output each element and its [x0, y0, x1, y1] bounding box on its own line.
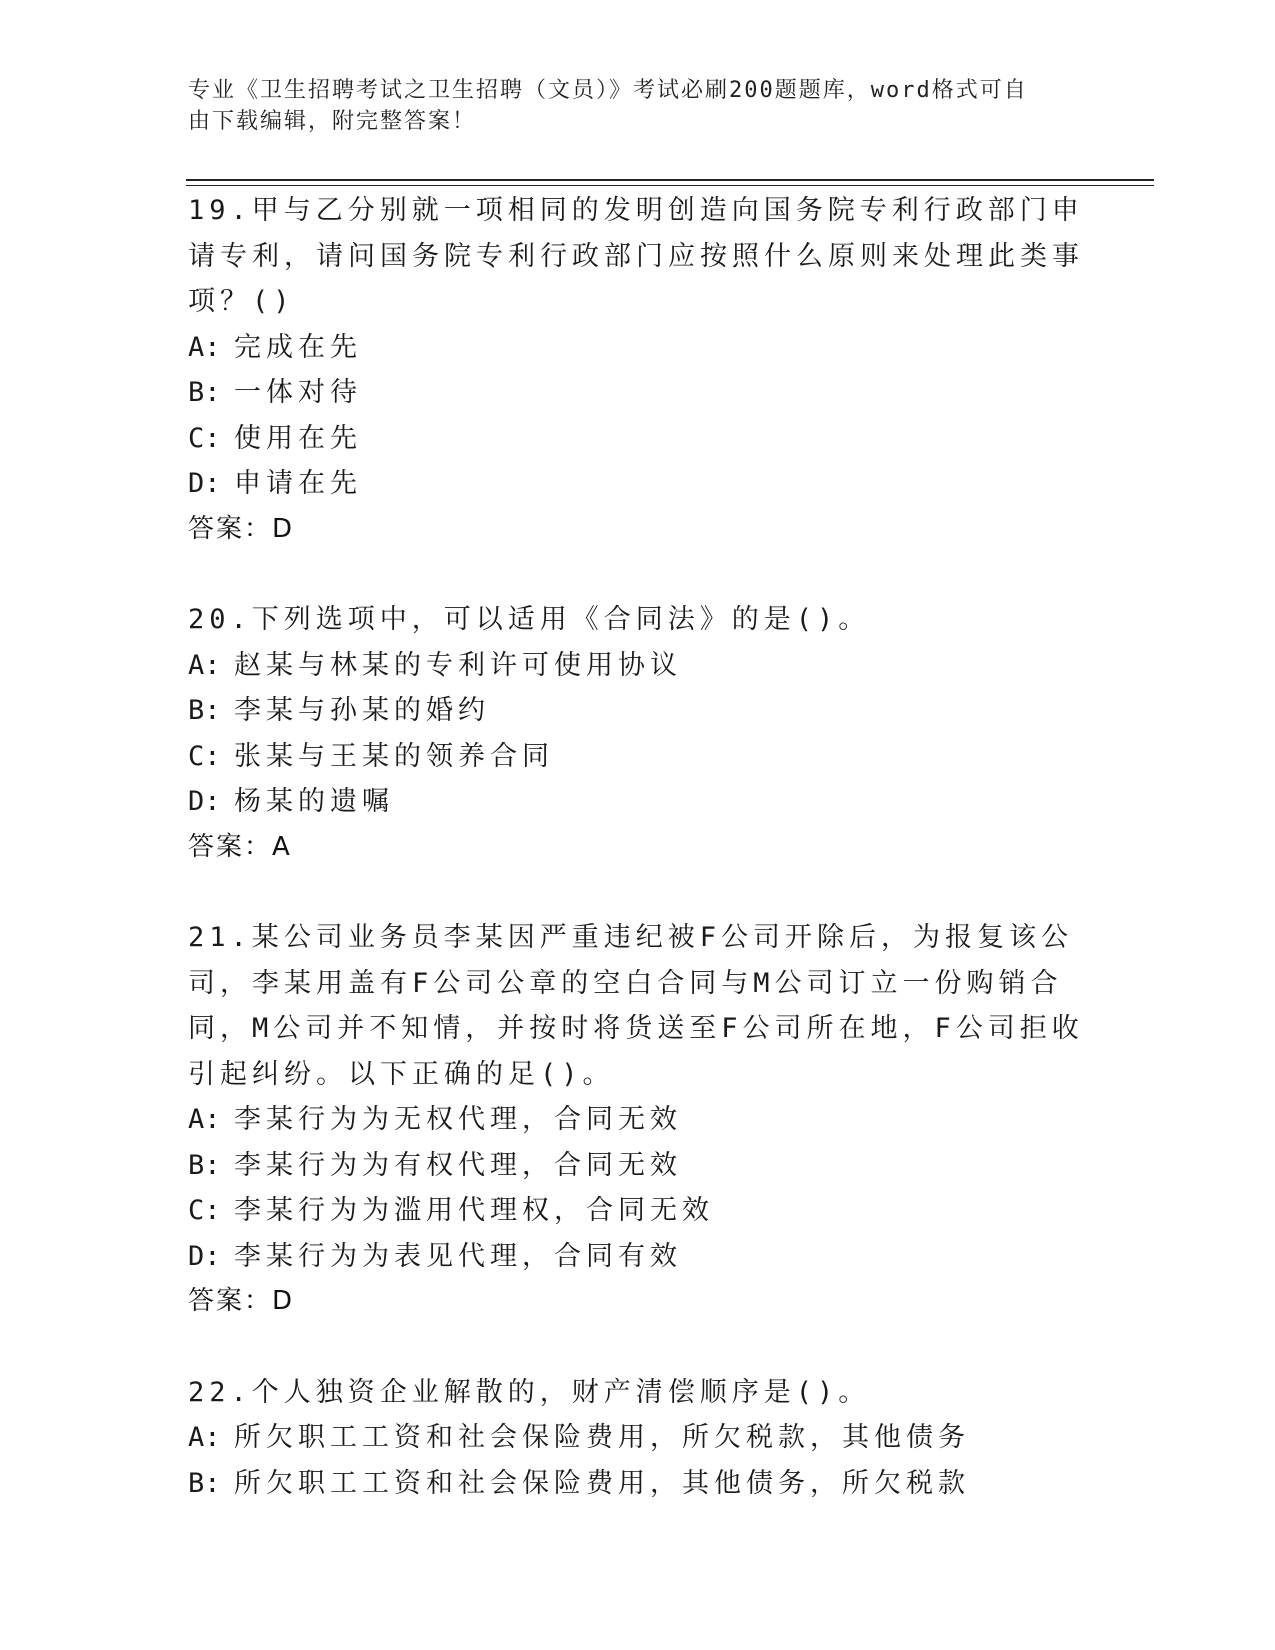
- question-list: [188, 188, 1088, 1551]
- option-letter: A:: [188, 649, 221, 681]
- answer-line: 答案：D: [188, 1286, 295, 1316]
- question-20: [188, 597, 1088, 870]
- option-c: [188, 1188, 1088, 1234]
- option-letter: B:: [188, 1149, 221, 1181]
- option-letter: D:: [188, 786, 221, 817]
- option-text: 所欠职工工资和社会保险费用，所欠税款，其他债务: [234, 1422, 970, 1453]
- question-stem: 22.个人独资企业解散的，财产清偿顺序是()。: [188, 1376, 871, 1408]
- answer-line: 答案：D: [188, 513, 295, 544]
- option-d: [188, 779, 1088, 825]
- option-letter: D:: [188, 1240, 221, 1272]
- option-text: 李某行为为有权代理，合同无效: [234, 1149, 682, 1181]
- option-letter: A:: [188, 1104, 221, 1135]
- header-line-2: 由下载编辑，附完整答案！: [188, 109, 477, 134]
- answer-line: 答案：A: [188, 831, 292, 862]
- option-text: 申请在先: [234, 468, 362, 499]
- option-text: 杨某的遗嘱: [234, 786, 394, 817]
- option-letter: C:: [188, 422, 221, 454]
- option-c: [188, 734, 1088, 780]
- option-letter: A:: [188, 331, 221, 363]
- header-divider-thick: [186, 179, 1154, 181]
- question-22: [188, 1370, 1088, 1507]
- question-stem: 19.甲与乙分别就一项相同的发明创造向国务院专利行政部门申请专利，请问国务院专利行政部门应按照什么原则来处理此类事项？(): [188, 195, 1084, 317]
- option-d: [188, 461, 1088, 507]
- option-b: [188, 1461, 1088, 1507]
- option-text: 张某与王某的领养合同: [234, 740, 554, 772]
- option-text: 所欠职工工资和社会保险费用，其他债务，所欠税款: [234, 1467, 970, 1499]
- option-a: [188, 643, 1088, 689]
- option-letter: C:: [188, 1195, 221, 1226]
- option-b: [188, 370, 1088, 416]
- header-divider-thin: [186, 185, 1154, 186]
- option-text: 一体对待: [234, 377, 362, 408]
- question-21: [188, 915, 1088, 1325]
- option-a: [188, 325, 1088, 371]
- option-letter: B:: [188, 377, 221, 408]
- option-b: [188, 688, 1088, 734]
- option-letter: D:: [188, 468, 221, 499]
- option-text: 完成在先: [234, 331, 362, 363]
- document-header: [188, 75, 1068, 137]
- question-19: [188, 188, 1088, 552]
- option-text: 李某行为为无权代理，合同无效: [234, 1104, 682, 1135]
- option-b: [188, 1143, 1088, 1189]
- option-text: 赵某与林某的专利许可使用协议: [234, 649, 682, 681]
- option-d: [188, 1234, 1088, 1280]
- option-text: 使用在先: [234, 422, 362, 454]
- question-stem: 21.某公司业务员李某因严重违纪被F公司开除后，为报复该公司，李某用盖有F公司公章的空白合同与M公司订立一份购销合同，M公司并不知情，并按时将货送至F公司所在地，F公司拒收引起纠纷。以下正确的足()。: [188, 922, 1084, 1090]
- option-letter: A:: [188, 1422, 221, 1453]
- option-a: [188, 1415, 1088, 1461]
- header-line-1: 专业《卫生招聘考试之卫生招聘（文员）》考试必刷200题题库，word格式可自: [188, 78, 1028, 103]
- option-c: [188, 416, 1088, 462]
- option-letter: B:: [188, 695, 221, 726]
- question-stem: 20.下列选项中，可以适用《合同法》的是()。: [188, 604, 871, 635]
- option-letter: B:: [188, 1467, 221, 1499]
- option-text: 李某行为为滥用代理权，合同无效: [234, 1195, 714, 1226]
- option-letter: C:: [188, 740, 221, 772]
- option-a: [188, 1097, 1088, 1143]
- option-text: 李某行为为表见代理，合同有效: [234, 1240, 682, 1272]
- option-text: 李某与孙某的婚约: [234, 695, 490, 726]
